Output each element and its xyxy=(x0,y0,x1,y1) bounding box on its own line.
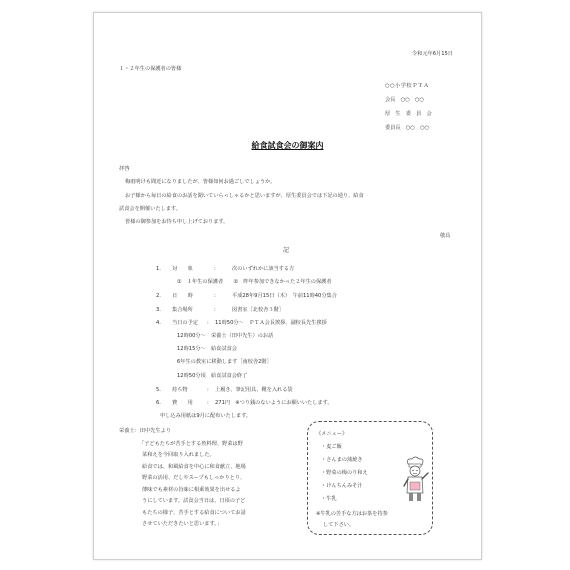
item-number: 1. xyxy=(156,266,161,272)
item-value: 271円 ※つり銭のないようにお願いいたします。 xyxy=(215,400,333,406)
item-colon: : xyxy=(207,387,209,393)
greeting-line: 梅雨明けも間近になりましたが、皆様如何お過ごしでしょうか。 xyxy=(125,179,276,185)
nutritionist-line: 野菜の活用、だしやスープもしっかりとり、 xyxy=(142,475,246,481)
item-value: 平成28年9月15日（木） 午前11時40分集合 xyxy=(232,293,337,299)
chef-illustration xyxy=(400,456,430,504)
item-value: 12時15分～ 給食試食会 xyxy=(177,346,237,352)
item-label: 日 時 xyxy=(172,293,193,299)
closing: 敬具 xyxy=(440,233,451,239)
item-number: 3. xyxy=(156,307,161,313)
greeting-line: 皆様の御参加をお待ち申し上げております。 xyxy=(125,219,229,225)
nutritionist-line: させていただきたいと思います。」 xyxy=(142,521,222,527)
nutritionist-line: もたちの様子、苦手とする給食についてお話 xyxy=(142,510,246,516)
item-label: 費 用 xyxy=(172,400,193,406)
menu-item: ・麦ご飯 xyxy=(321,444,342,450)
greeting-line: お子様から毎日の給食のお話を聞いていらっしゃるかと思いますが、厚生委員会では下記の通り、給食 xyxy=(125,193,364,199)
sender-committee: 厚 生 委 員 会 xyxy=(385,111,432,117)
greeting-line: 試食会を開催いたします。 xyxy=(119,206,181,212)
menu-item: ・けんちんみそ汁 xyxy=(321,483,363,489)
item-number: 6. xyxy=(156,400,161,406)
document-title: 給食試食会の御案内 xyxy=(251,141,324,150)
item-value: 12時50分頃 給食試食会終了 xyxy=(177,373,248,379)
recipient: １・２年生の保護者の皆様 xyxy=(119,66,182,72)
item-value: 申し込み用紙は9月に配布いたします。 xyxy=(160,413,252,419)
nutritionist-heading: 栄養士：田中先生より xyxy=(119,428,171,434)
item-colon: : xyxy=(207,320,209,326)
date: 令和元年6月15日 xyxy=(411,51,453,57)
item-label: 対 象 xyxy=(172,266,193,272)
nutritionist-line: うにしています。試食会当日は、日頃の子ど xyxy=(142,498,246,504)
nutritionist-line: 薄味でも素材の旨味に相乗効果を出せるよ xyxy=(142,487,241,493)
menu-note: ※牛乳の苦手な方はお茶を持参 xyxy=(316,511,388,517)
item-number: 2. xyxy=(156,293,161,299)
item-value: 上履き、筆記用具、靴を入れる袋 xyxy=(215,387,293,393)
item-label: 集合場所 xyxy=(172,307,193,313)
item-number: 5. xyxy=(156,387,161,393)
menu-item: ・さんまの蒲焼き xyxy=(321,457,363,463)
item-number: 4. xyxy=(156,320,161,326)
item-value: 次のいずれかに該当する方 xyxy=(232,266,295,272)
item-colon: : xyxy=(207,400,209,406)
item-label: 持ち物 xyxy=(172,387,188,393)
item-colon: : xyxy=(214,307,216,313)
menu-title: 《メニュー》 xyxy=(316,431,348,437)
sender-chair: 会長 ○○ ○○ xyxy=(385,97,424,103)
sender-committee-chair: 委員長 ○○ ○○ xyxy=(385,125,430,131)
item-value: 12時00分～ 栄養士（田中先生）のお話 xyxy=(177,333,274,339)
item-label: 当日の予定 xyxy=(172,320,198,326)
sender-school: ○○小学校ＰＴＡ xyxy=(385,83,430,89)
ki-label: 記 xyxy=(283,247,290,254)
menu-item: ・野菜の梅のり和え xyxy=(321,470,368,476)
nutritionist-line: 給食では、和風給食を中心に和食献立、地場 xyxy=(142,464,246,470)
nutritionist-line: 「子どもたちが苦手とする魚料理、野菜は野 xyxy=(139,441,243,447)
item-colon: : xyxy=(214,266,216,272)
item-value: 図書室［北校舎３階］ xyxy=(232,307,284,313)
item-value: 11時50分～ ＰＴＡ会長挨拶、副校長先生挨拶 xyxy=(215,320,327,326)
menu-item: ・牛乳 xyxy=(321,496,337,502)
document-page xyxy=(93,12,482,560)
item-value: ① １年生の保護者 ② 昨年参加できなかった２年生の保護者 xyxy=(177,279,332,285)
item-value: 6年生の教室に移動します［南校舎2階］ xyxy=(177,359,272,365)
item-colon: : xyxy=(214,293,216,299)
greeting-opening: 拝啓 xyxy=(119,166,130,172)
menu-note: して下さい。 xyxy=(323,522,355,528)
nutritionist-line: 菜和えを今回取り入れました。 xyxy=(142,452,215,458)
